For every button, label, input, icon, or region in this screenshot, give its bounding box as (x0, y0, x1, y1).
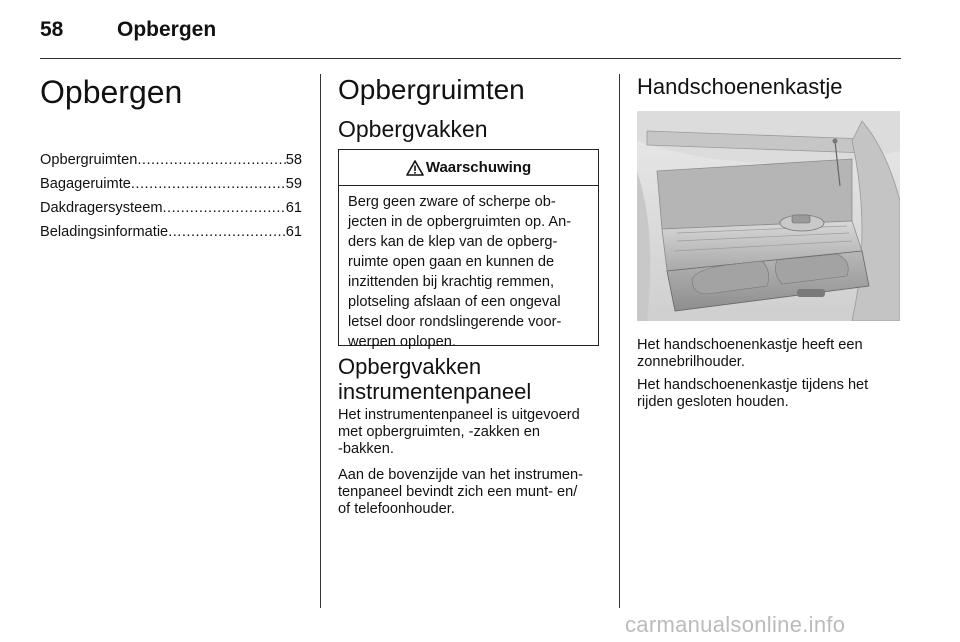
text-line: -bakken. (338, 440, 394, 457)
text-line: Aan de bovenzijde van het instrumen- (338, 467, 584, 483)
toc-page: 59 (285, 176, 302, 192)
toc-entry[interactable] (40, 149, 302, 171)
toc-leader (137, 149, 285, 171)
toc-leader (162, 197, 285, 219)
instrument-panel-paragraph (338, 407, 606, 457)
text-line: rijden gesloten houden. (637, 393, 789, 410)
text-line: Het handschoenenkastje heeft een (637, 337, 863, 353)
warning-heading: Waarschuwing (425, 159, 532, 176)
page-number: 58 (40, 18, 64, 41)
toc-page: 61 (285, 200, 302, 216)
watermark: carmanualsonline.info (625, 612, 846, 637)
text-line: met opbergruimten, -zakken en (338, 423, 540, 440)
instrument-panel-heading (338, 354, 608, 404)
warning-box (338, 149, 599, 350)
warning-line: ders kan de klep van de opberg- (348, 234, 558, 250)
warning-line: inzittenden bij krachtig remmen, (348, 274, 555, 290)
glovebox-heading: Handschoenenkastje (637, 74, 843, 99)
coin-holder-paragraph (338, 467, 606, 517)
toc-label: Opbergruimten (40, 152, 138, 168)
subsection-heading: Opbergvakken (338, 116, 488, 142)
toc-label: Beladingsinformatie (40, 224, 169, 240)
column-divider-2 (619, 74, 620, 608)
warning-header (339, 150, 598, 186)
header-section-title: Opbergen (117, 18, 217, 41)
text-line: of telefoonhouder. (338, 500, 455, 517)
header-rule (40, 58, 901, 59)
warning-text (339, 186, 598, 352)
warning-line: werpen oplopen. (348, 334, 456, 350)
warning-triangle-icon (406, 160, 424, 176)
toc-label: Dakdragersysteem (40, 200, 163, 216)
toc-leader (168, 221, 286, 243)
warning-line: plotseling afslaan of een ongeval (348, 294, 561, 310)
text-line: Het instrumentenpaneel is uitgevoerd (338, 407, 580, 423)
text-line: zonnebrilhouder. (637, 353, 745, 370)
keep-closed-paragraph (637, 377, 899, 411)
column-divider-1 (320, 74, 321, 608)
toc-entry[interactable] (40, 221, 302, 243)
section-heading: Opbergruimten (338, 74, 525, 105)
toc-entry[interactable] (40, 197, 302, 219)
toc-leader (131, 173, 286, 195)
toc-label: Bagageruimte (40, 176, 131, 192)
toc-page: 58 (285, 152, 302, 168)
warning-line: letsel door rondslingerende voor- (348, 314, 562, 330)
text-line: tenpaneel bevindt zich een munt- en/ (338, 483, 578, 500)
warning-line: jecten in de opbergruimten op. An- (348, 214, 572, 230)
toc-page: 61 (285, 224, 302, 240)
toc-entry[interactable] (40, 173, 302, 195)
chapter-title: Opbergen (40, 74, 183, 110)
heading-line: Opbergvakken (338, 354, 482, 379)
heading-line: instrumentenpaneel (338, 379, 532, 404)
warning-line: Berg geen zware of scherpe ob- (348, 194, 556, 210)
text-line: Het handschoenenkastje tijdens het (637, 377, 869, 393)
sunglasses-holder-paragraph (637, 337, 899, 371)
glovebox-illustration (637, 111, 900, 321)
warning-line: ruimte open gaan en kunnen de (348, 254, 555, 270)
